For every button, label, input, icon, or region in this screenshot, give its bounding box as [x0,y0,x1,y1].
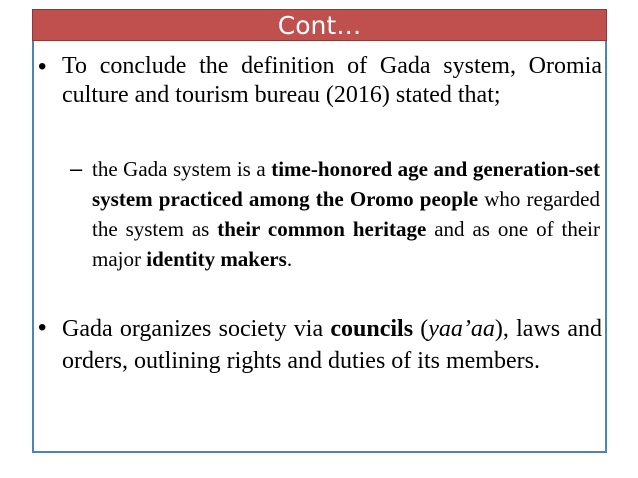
bullet-2-italic-1: yaa’aa [428,316,495,342]
bullet-1 [62,52,602,110]
sub-bullet-text-2: who regarded the system as [92,187,600,241]
sub-bullet-text-4: . [286,247,293,271]
bullet-1-text: To conclude the definition of Gada system, Oromia culture and tourism bureau (2016) stated that; [62,53,602,108]
sub-bullet-bold-2: their common heritage [217,217,427,241]
sub-bullet-text-1: the Gada system is a [92,157,272,181]
sub-bullet-1 [92,154,600,274]
slide-title: Cont… [277,11,362,40]
sub-bullet-bold-3: identity makers [146,247,287,271]
title-bar [32,9,607,41]
sub-bullet-bold-1: time-honored age and generation-set system practiced among the Oromo people [92,157,600,211]
bullet-2-text-1: Gada organizes society via [62,316,331,342]
bullet-marker: • [38,314,47,341]
bullet-2-bold-1: councils [330,316,414,342]
sub-bullet-text-3: and as one of their major [92,217,600,271]
sub-bullet-dash: – [70,156,83,181]
bullet-2-text-2: ( [413,316,429,342]
bullet-marker: • [38,53,47,80]
bullet-2 [62,313,602,377]
bullet-2-text-3: ), laws and orders, outlining rights and duties of its members. [62,316,603,374]
